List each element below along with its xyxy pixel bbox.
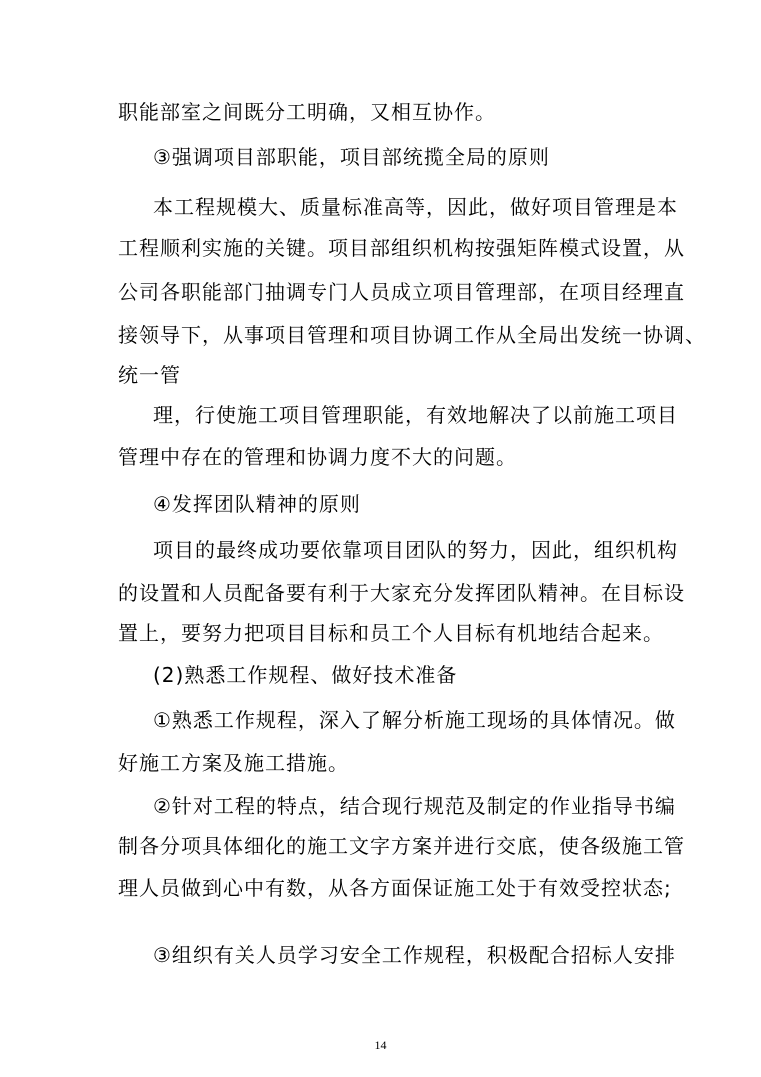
paragraph-line: 公司各职能部门抽调专门人员成立项目管理部，在项目经理直 (118, 280, 685, 304)
paragraph-line: 项目的最终成功要依靠项目团队的努力，因此，组织机构 (153, 538, 678, 562)
paragraph-line: 接领导下，从事项目管理和项目协调工作从全局出发统一协调、 (118, 323, 706, 347)
section-heading: ③强调项目部职能，项目部统揽全局的原则 (153, 145, 550, 169)
section-heading: (2)熟悉工作规程、做好技术准备 (153, 663, 458, 687)
page-number: 14 (374, 1038, 387, 1052)
paragraph-line: ①熟悉工作规程，深入了解分析施工现场的具体情况。做 (153, 708, 676, 732)
paragraph-line: 好施工方案及施工措施。 (118, 751, 349, 775)
section-heading: ④发挥团队精神的原则 (153, 492, 361, 516)
paragraph-line: 本工程规模大、质量标准高等，因此，做好项目管理是本 (153, 195, 678, 219)
paragraph-line: 管理中存在的管理和协调力度不大的问题。 (118, 445, 517, 469)
paragraph-line: 理，行使施工项目管理职能，有效地解决了以前施工项目 (153, 403, 678, 427)
paragraph-line: 制各分项具体细化的施工文字方案并进行交底，使各级施工管 (118, 834, 685, 858)
paragraph-line: 理人员做到心中有数，从各方面保证施工处于有效受控状态; (118, 876, 672, 900)
paragraph-line: 置上，要努力把项目目标和员工个人目标有机地结合起来。 (118, 621, 664, 645)
paragraph-line: ②针对工程的特点，结合现行规范及制定的作业指导书编 (153, 794, 676, 818)
paragraph-line: ③组织有关人员学习安全工作规程，积极配合招标人安排 (153, 943, 676, 967)
paragraph-line: 统一管 (118, 363, 181, 387)
paragraph-line: 的设置和人员配备要有利于大家充分发挥团队精神。在目标设 (118, 581, 685, 605)
paragraph-line: 工程顺利实施的关键。项目部组织机构按强矩阵模式设置，从 (118, 236, 685, 260)
paragraph-line: 职能部室之间既分工明确，又相互协作。 (118, 100, 496, 124)
